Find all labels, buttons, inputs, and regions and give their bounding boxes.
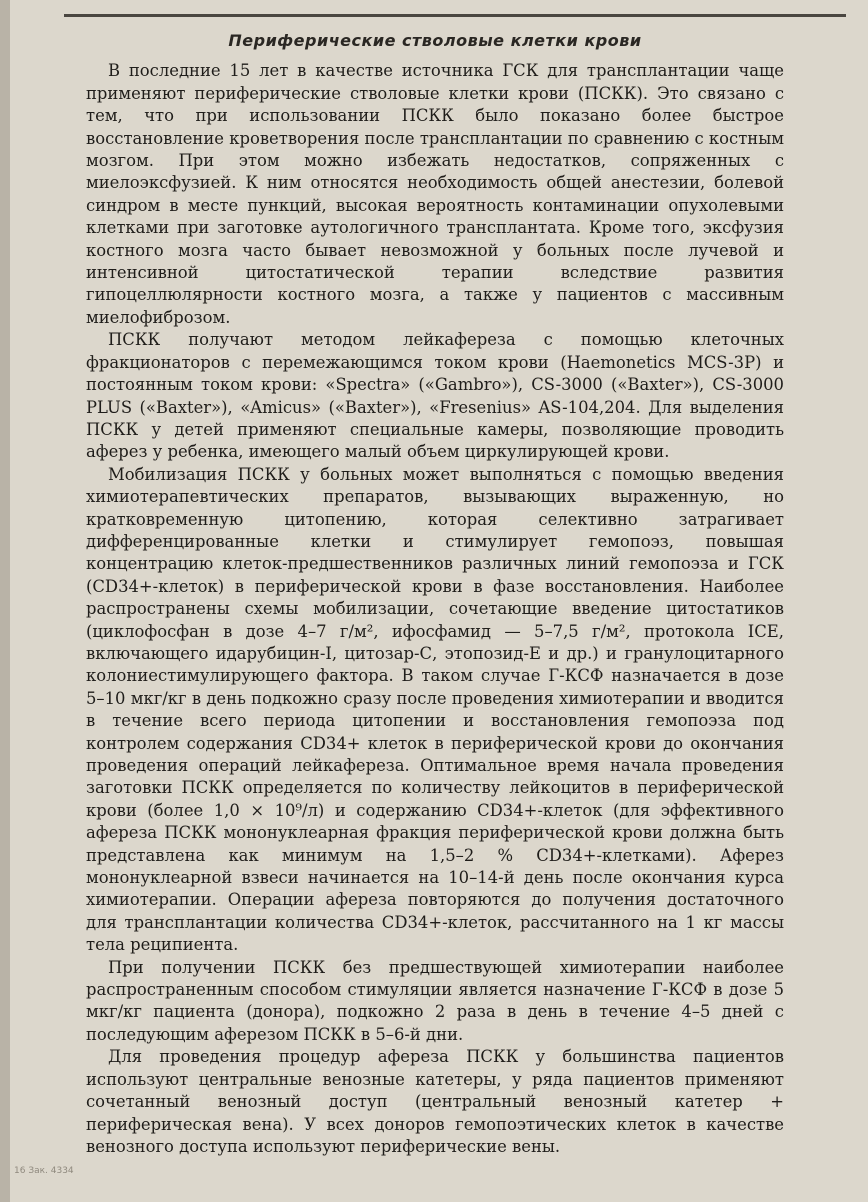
paragraph-1: В последние 15 лет в качестве источника ГСК для трансплантации чаще применяют периферические стволовые клетки крови (ПСКК). Это связано с тем, что при использовании ПСКК было показано более быстрое восстановление кроветворения после трансплантации по сравнению с костным мозгом. При этом можно избежать недостатков, сопряженных с миелоэксфузией. К ним относятся необходимость общей анестезии, болевой синдром в месте пункций, высокая вероятность контаминации опухолевыми клетками при заготовке аутологичного трансплантата. Кроме того, эксфузия костного мозга часто бывает невозможной у больных после лучевой и интенсивной цитостатической терапии вследствие развития гипоцеллюлярности костного мозга, а также у пациентов с массивным миелофиброзом. (86, 61, 784, 327)
section-heading: Периферические стволовые клетки крови (228, 31, 642, 50)
text-body (86, 30, 784, 1158)
paragraph-5: Для проведения процедур афереза ПСКК у большинства пациентов используют центральные венозные катетеры, у ряда пациентов применяют сочетанный венозный доступ (центральный венозный катетер + периферическая вена). У всех доноров гемопоэтических клеток в качестве венозного доступа используют периферические вены. (86, 1047, 784, 1156)
top-rule (64, 14, 846, 17)
paragraph-4: При получении ПСКК без предшествующей химиотерапии наиболее распространенным способом стимуляции является назначение Г-КСФ в дозе 5 мкг/кг пациента (донора), подкожно 2 раза в день в течение 4–5 дней с последующим аферезом ПСКК в 5–6-й дни. (86, 957, 784, 1044)
print-signature: 16 Зак. 4334 (14, 1166, 74, 1176)
paragraph-3: Мобилизация ПСКК у больных может выполняться с помощью введения химиотерапевтических препаратов, вызывающих выраженную, но кратковременную цитопению, которая селективно затрагивает дифференцированные клетки и стимулирует гемопоэз, повышая концентрацию клеток-предшественников различных линий гемопоэза и ГСК (CD34+-клеток) в периферической крови в фазе восстановления. Наиболее распространены схемы мобилизации, сочетающие введение цитостатиков (циклофосфан в дозе 4–7 г/м², ифосфамид — 5–7,5 г/м², протокола ICE, включающего идарубицин-I, цитозар-С, этопозид-Е и др.) и гранулоцитарного колониестимулирующего фактора. В таком случае Г-КСФ назначается в дозе 5–10 мкг/кг в день подкожно сразу после проведения химиотерапии и вводится в течение всего периода цитопении и восстановления гемопоэза под контролем содержания CD34+ клеток в периферической крови до окончания проведения операций лейкафереза. Оптимальное время начала проведения заготовки ПСКК определяется по количеству лейкоцитов в периферической крови (более 1,0 × 10⁹/л) и содержанию CD34+-клеток (для эффективного афереза ПСКК мононуклеарная фракция периферической крови должна быть представлена как минимум на 1,5–2 % CD34+-клетками). Аферез мононуклеарной взвеси начинается на 10–14-й день после окончания курса химиотерапии. Операции афереза повторяются до получения достаточного для трансплантации количества CD34+-клеток, рассчитанного на 1 кг массы тела реципиента. (86, 464, 784, 955)
paragraph-2: ПСКК получают методом лейкафереза с помощью клеточных фракционаторов с перемежающимся током крови (Haemonetics MCS-3P) и постоянным током крови: «Spectra» («Gambro»), CS-3000 («Baxter»), CS-3000 PLUS («Baxter»), «Amicus» («Baxter»), «Fresenius» AS-104,204. Для выделения ПСКК у детей применяют специальные камеры, позволяющие проводить аферез у ребенка, имеющего малый объем циркулирующей крови. (86, 330, 784, 462)
page-shadow-edge (0, 0, 10, 1202)
